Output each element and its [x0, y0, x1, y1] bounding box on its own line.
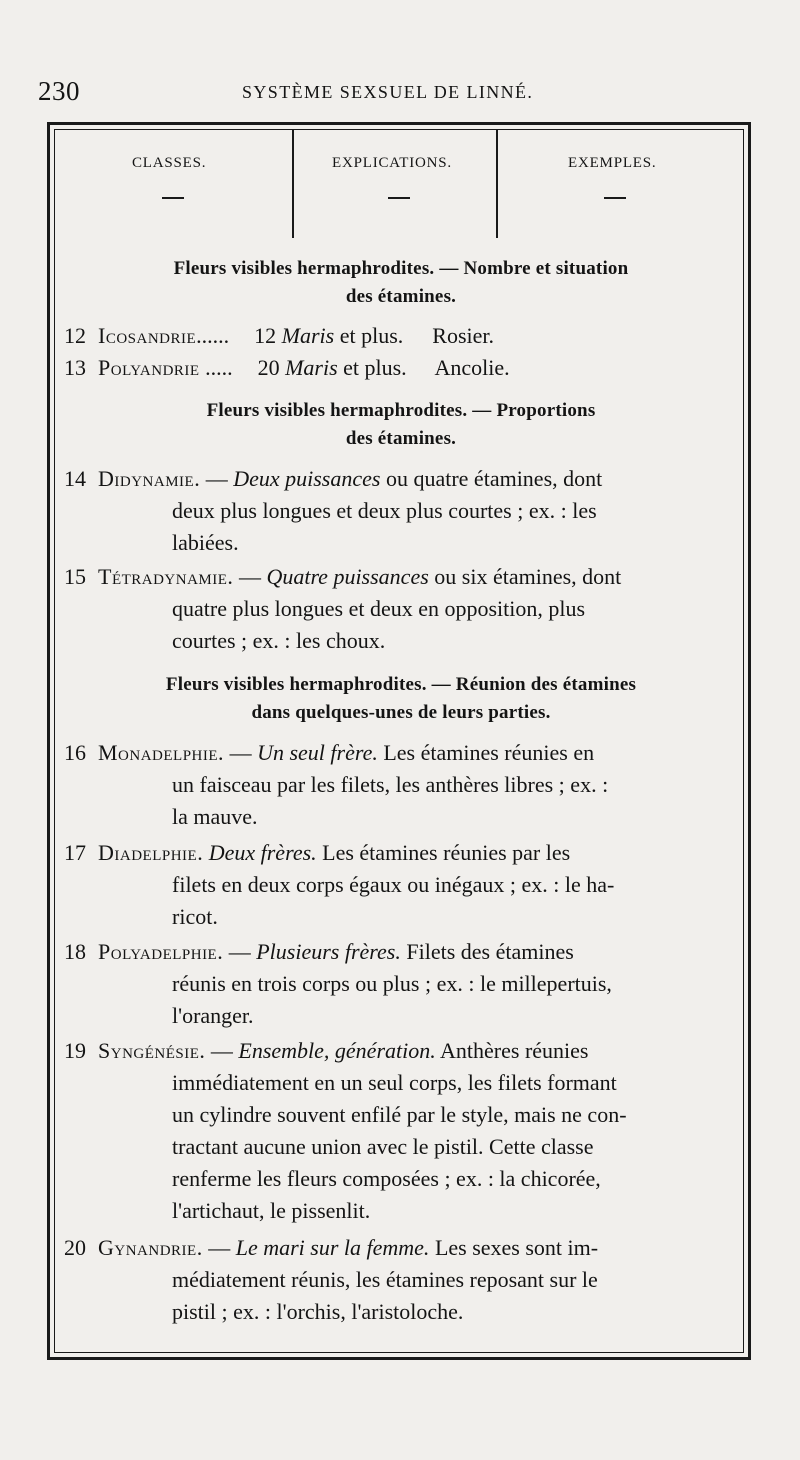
description-line: un faisceau par les filets, les anthères libres ; ex. : — [172, 772, 609, 797]
section-heading — [66, 397, 736, 453]
description-line: médiatement réunis, les étamines reposant sur le — [172, 1267, 598, 1292]
class-number: 15 — [64, 564, 86, 589]
class-name: Syngénésie. — [98, 1038, 206, 1063]
class-name: Monadelphie. — [98, 740, 225, 765]
page-header — [38, 76, 558, 110]
class-number: 20 — [64, 1235, 86, 1260]
explanation-text: et plus. — [337, 355, 407, 380]
class-number: 13 — [64, 355, 86, 380]
section-heading-line: des étamines. — [345, 428, 457, 449]
class-number: 17 — [64, 840, 86, 865]
description-line: renferme les fleurs composées ; ex. : la chicorée, — [172, 1166, 601, 1191]
description-line: réunis en trois corps ou plus ; ex. : le millepertuis, — [172, 971, 612, 996]
example: Rosier. — [432, 323, 495, 348]
class-name: Diadelphie. — [98, 840, 204, 865]
description-line: ricot. — [172, 904, 218, 929]
class-entry-14 — [64, 463, 740, 559]
explanation-number: 20 — [257, 355, 280, 380]
description-line: Les sexes sont im- — [429, 1235, 599, 1260]
dash: — — [224, 740, 258, 765]
etymology: Deux puissances — [233, 466, 381, 491]
column-divider — [496, 130, 498, 238]
description-line: Filets des étamines — [400, 939, 574, 964]
header-dash — [388, 197, 410, 199]
description-line: immédiatement en un seul corps, les filets formant — [172, 1070, 617, 1095]
class-entry-12 — [64, 320, 740, 352]
class-number: 19 — [64, 1038, 86, 1063]
leader-dots: ..... — [199, 355, 233, 380]
description-line: ou quatre étamines, dont — [380, 466, 603, 491]
section-heading — [66, 671, 736, 727]
dash: — — [205, 1038, 239, 1063]
class-entry-17 — [64, 837, 740, 933]
class-number: 14 — [64, 466, 86, 491]
etymology: Le mari sur la femme. — [235, 1235, 430, 1260]
class-name: Polyadelphie. — [98, 939, 224, 964]
section-heading — [66, 255, 736, 311]
column-header-exemples: EXEMPLES. — [568, 155, 657, 171]
class-name: Polyandrie — [98, 355, 200, 380]
class-name: Didynamie. — [98, 466, 201, 491]
class-entry-13 — [64, 352, 740, 384]
description-line: un cylindre souvent enfilé par le style, mais ne con- — [172, 1102, 627, 1127]
example: Ancolie. — [434, 355, 510, 380]
header-dash — [162, 197, 184, 199]
description-line: l'oranger. — [172, 1003, 254, 1028]
description-line: Les étamines réunies par les — [316, 840, 571, 865]
description-line: quatre plus longues et deux en opposition, plus — [172, 596, 586, 621]
leader-dots: ...... — [196, 323, 230, 348]
class-number: 12 — [64, 323, 86, 348]
page-number: 230 — [38, 76, 80, 106]
etymology: Quatre puissances — [266, 564, 429, 589]
description-line: filets en deux corps égaux ou inégaux ; ex. : le ha- — [172, 872, 615, 897]
section-heading-line: Fleurs visibles hermaphrodites. — Nombre et situation — [173, 258, 629, 279]
explanation-text: et plus. — [334, 323, 404, 348]
section-heading-line: des étamines. — [345, 286, 457, 307]
section-heading-line: dans quelques-unes de leurs parties. — [251, 702, 551, 723]
class-entry-20 — [64, 1232, 740, 1328]
explanation-italic: Maris — [285, 355, 338, 380]
class-entry-16 — [64, 737, 740, 833]
dash: — — [233, 564, 267, 589]
etymology: Plusieurs frères. — [256, 939, 401, 964]
column-divider — [292, 130, 294, 238]
section-heading-line: Fleurs visibles hermaphrodites. — Proportions — [206, 400, 596, 421]
description-line: pistil ; ex. : l'orchis, l'aristoloche. — [172, 1299, 464, 1324]
etymology: Ensemble, génération. — [238, 1038, 436, 1063]
description-line: courtes ; ex. : les choux. — [172, 628, 386, 653]
class-entry-18 — [64, 936, 740, 1032]
description-line: ou six étamines, dont — [428, 564, 622, 589]
class-entry-15 — [64, 561, 740, 657]
class-number: 16 — [64, 740, 86, 765]
description-line: Anthères réunies — [435, 1038, 589, 1063]
class-name: Icosandrie — [98, 323, 197, 348]
etymology: Un seul frère. — [257, 740, 378, 765]
class-number: 18 — [64, 939, 86, 964]
description-line: Les étamines réunies en — [377, 740, 595, 765]
class-name: Gynandrie. — [98, 1235, 203, 1260]
description-line: tractant aucune union avec le pistil. Cette classe — [172, 1134, 594, 1159]
column-header-classes: CLASSES. — [132, 155, 207, 171]
explanation-number: 12 — [254, 323, 277, 348]
section-heading-line: Fleurs visibles hermaphrodites. — Réunion des étamines — [165, 674, 637, 695]
class-entry-19 — [64, 1035, 740, 1227]
description-line: labiées. — [172, 530, 239, 555]
description-line: l'artichaut, le pissenlit. — [172, 1198, 371, 1223]
dash: — — [200, 466, 234, 491]
running-title: SYSTÈME SEXSUEL DE LINNÉ. — [242, 82, 534, 102]
description-line: deux plus longues et deux plus courtes ; ex. : les — [172, 498, 597, 523]
explanation-italic: Maris — [281, 323, 335, 348]
table-frame — [47, 122, 751, 1360]
table-content — [50, 125, 748, 1357]
dash: — — [223, 939, 257, 964]
description-line: la mauve. — [172, 804, 258, 829]
etymology: Deux frères. — [208, 840, 317, 865]
class-name: Tétradynamie. — [98, 564, 234, 589]
dash: — — [202, 1235, 236, 1260]
column-header-explications: EXPLICATIONS. — [332, 155, 452, 171]
header-dash — [604, 197, 626, 199]
